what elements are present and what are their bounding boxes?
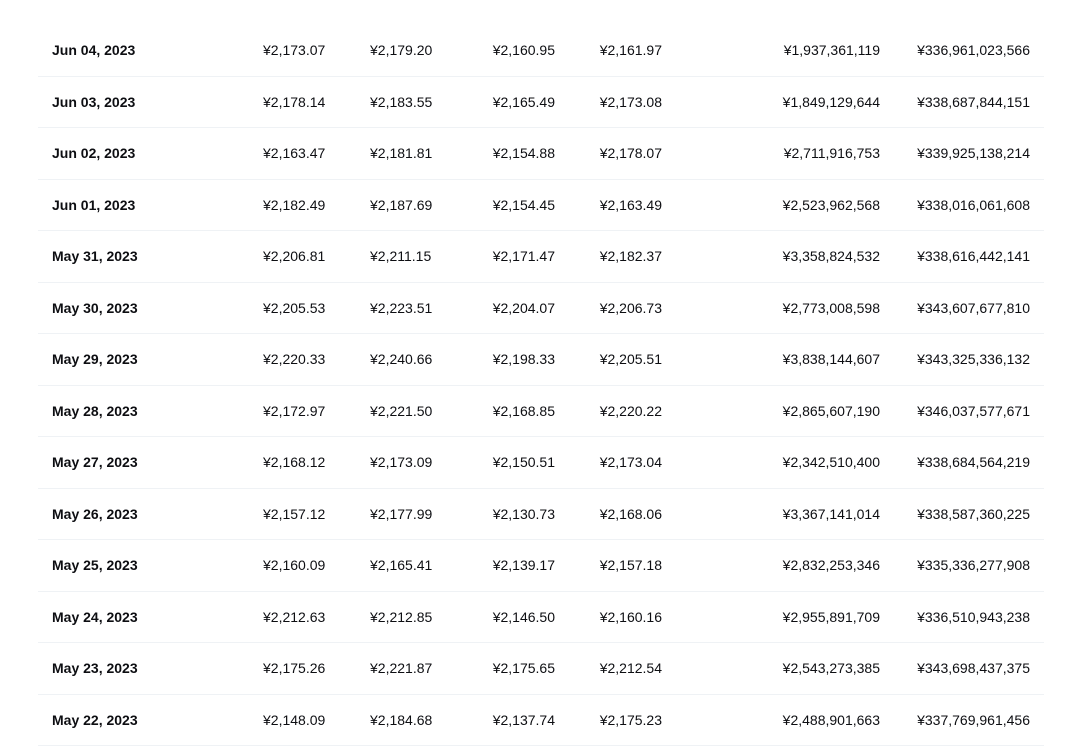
market-cap-cell: ¥343,698,437,375: [917, 643, 1030, 695]
high-cell: ¥2,183.55: [370, 77, 432, 129]
close-cell: ¥2,173.04: [600, 437, 662, 489]
market-cap-cell: ¥338,616,442,141: [917, 231, 1030, 283]
open-cell: ¥2,212.63: [263, 592, 325, 644]
volume-cell: ¥2,488,901,663: [783, 695, 880, 746]
date-cell: May 27, 2023: [52, 437, 138, 489]
high-cell: ¥2,187.69: [370, 180, 432, 232]
high-cell: ¥2,212.85: [370, 592, 432, 644]
table-row: [38, 283, 1044, 335]
volume-cell: ¥2,773,008,598: [783, 283, 880, 335]
high-cell: ¥2,223.51: [370, 283, 432, 335]
low-cell: ¥2,204.07: [493, 283, 555, 335]
table-row: [38, 334, 1044, 386]
volume-cell: ¥2,955,891,709: [783, 592, 880, 644]
high-cell: ¥2,179.20: [370, 25, 432, 77]
close-cell: ¥2,175.23: [600, 695, 662, 746]
low-cell: ¥2,154.45: [493, 180, 555, 232]
date-cell: Jun 01, 2023: [52, 180, 135, 232]
close-cell: ¥2,173.08: [600, 77, 662, 129]
close-cell: ¥2,220.22: [600, 386, 662, 438]
date-cell: May 25, 2023: [52, 540, 138, 592]
date-cell: Jun 02, 2023: [52, 128, 135, 180]
market-cap-cell: ¥343,607,677,810: [917, 283, 1030, 335]
market-cap-cell: ¥336,961,023,566: [917, 25, 1030, 77]
table-row: [38, 592, 1044, 644]
open-cell: ¥2,220.33: [263, 334, 325, 386]
low-cell: ¥2,139.17: [493, 540, 555, 592]
date-cell: May 23, 2023: [52, 643, 138, 695]
date-cell: May 26, 2023: [52, 489, 138, 541]
market-cap-cell: ¥338,687,844,151: [917, 77, 1030, 129]
open-cell: ¥2,173.07: [263, 25, 325, 77]
table-row: [38, 489, 1044, 541]
market-cap-cell: ¥346,037,577,671: [917, 386, 1030, 438]
market-cap-cell: ¥339,925,138,214: [917, 128, 1030, 180]
volume-cell: ¥3,367,141,014: [783, 489, 880, 541]
open-cell: ¥2,163.47: [263, 128, 325, 180]
date-cell: May 28, 2023: [52, 386, 138, 438]
table-row: [38, 437, 1044, 489]
market-cap-cell: ¥335,336,277,908: [917, 540, 1030, 592]
close-cell: ¥2,160.16: [600, 592, 662, 644]
close-cell: ¥2,182.37: [600, 231, 662, 283]
high-cell: ¥2,184.68: [370, 695, 432, 746]
table-row: [38, 180, 1044, 232]
high-cell: ¥2,173.09: [370, 437, 432, 489]
volume-cell: ¥3,358,824,532: [783, 231, 880, 283]
volume-cell: ¥1,937,361,119: [784, 25, 880, 77]
table-row: [38, 25, 1044, 77]
market-cap-cell: ¥343,325,336,132: [917, 334, 1030, 386]
date-cell: Jun 03, 2023: [52, 77, 135, 129]
high-cell: ¥2,221.50: [370, 386, 432, 438]
open-cell: ¥2,168.12: [263, 437, 325, 489]
low-cell: ¥2,165.49: [493, 77, 555, 129]
date-cell: May 30, 2023: [52, 283, 138, 335]
low-cell: ¥2,154.88: [493, 128, 555, 180]
table-row: [38, 128, 1044, 180]
volume-cell: ¥1,849,129,644: [783, 77, 880, 129]
table-row: [38, 643, 1044, 695]
high-cell: ¥2,211.15: [370, 231, 431, 283]
low-cell: ¥2,146.50: [493, 592, 555, 644]
close-cell: ¥2,178.07: [600, 128, 662, 180]
low-cell: ¥2,160.95: [493, 25, 555, 77]
volume-cell: ¥2,832,253,346: [783, 540, 880, 592]
date-cell: May 31, 2023: [52, 231, 138, 283]
low-cell: ¥2,171.47: [493, 231, 555, 283]
high-cell: ¥2,181.81: [370, 128, 432, 180]
volume-cell: ¥2,342,510,400: [783, 437, 880, 489]
close-cell: ¥2,168.06: [600, 489, 662, 541]
market-cap-cell: ¥337,769,961,456: [917, 695, 1030, 746]
table-row: [38, 77, 1044, 129]
low-cell: ¥2,130.73: [493, 489, 555, 541]
volume-cell: ¥2,865,607,190: [783, 386, 880, 438]
close-cell: ¥2,157.18: [600, 540, 662, 592]
open-cell: ¥2,182.49: [263, 180, 325, 232]
market-cap-cell: ¥338,684,564,219: [917, 437, 1030, 489]
close-cell: ¥2,163.49: [600, 180, 662, 232]
high-cell: ¥2,221.87: [370, 643, 432, 695]
date-cell: May 29, 2023: [52, 334, 138, 386]
high-cell: ¥2,240.66: [370, 334, 432, 386]
table-row: [38, 386, 1044, 438]
historical-data-table: [38, 25, 1044, 746]
table-row: [38, 231, 1044, 283]
market-cap-cell: ¥338,587,360,225: [917, 489, 1030, 541]
table-row: [38, 540, 1044, 592]
volume-cell: ¥2,523,962,568: [783, 180, 880, 232]
low-cell: ¥2,168.85: [493, 386, 555, 438]
date-cell: May 22, 2023: [52, 695, 138, 746]
open-cell: ¥2,160.09: [263, 540, 325, 592]
high-cell: ¥2,177.99: [370, 489, 432, 541]
open-cell: ¥2,148.09: [263, 695, 325, 746]
low-cell: ¥2,150.51: [493, 437, 555, 489]
table-row: [38, 695, 1044, 746]
open-cell: ¥2,175.26: [263, 643, 325, 695]
high-cell: ¥2,165.41: [370, 540, 432, 592]
date-cell: Jun 04, 2023: [52, 25, 135, 77]
date-cell: May 24, 2023: [52, 592, 138, 644]
open-cell: ¥2,178.14: [263, 77, 325, 129]
market-cap-cell: ¥338,016,061,608: [917, 180, 1030, 232]
volume-cell: ¥2,711,916,753: [784, 128, 880, 180]
close-cell: ¥2,206.73: [600, 283, 662, 335]
low-cell: ¥2,198.33: [493, 334, 555, 386]
close-cell: ¥2,161.97: [600, 25, 662, 77]
open-cell: ¥2,206.81: [263, 231, 325, 283]
low-cell: ¥2,175.65: [493, 643, 555, 695]
low-cell: ¥2,137.74: [493, 695, 555, 746]
close-cell: ¥2,205.51: [600, 334, 662, 386]
volume-cell: ¥3,838,144,607: [783, 334, 880, 386]
volume-cell: ¥2,543,273,385: [783, 643, 880, 695]
open-cell: ¥2,157.12: [263, 489, 325, 541]
close-cell: ¥2,212.54: [600, 643, 662, 695]
open-cell: ¥2,172.97: [263, 386, 325, 438]
open-cell: ¥2,205.53: [263, 283, 325, 335]
market-cap-cell: ¥336,510,943,238: [917, 592, 1030, 644]
